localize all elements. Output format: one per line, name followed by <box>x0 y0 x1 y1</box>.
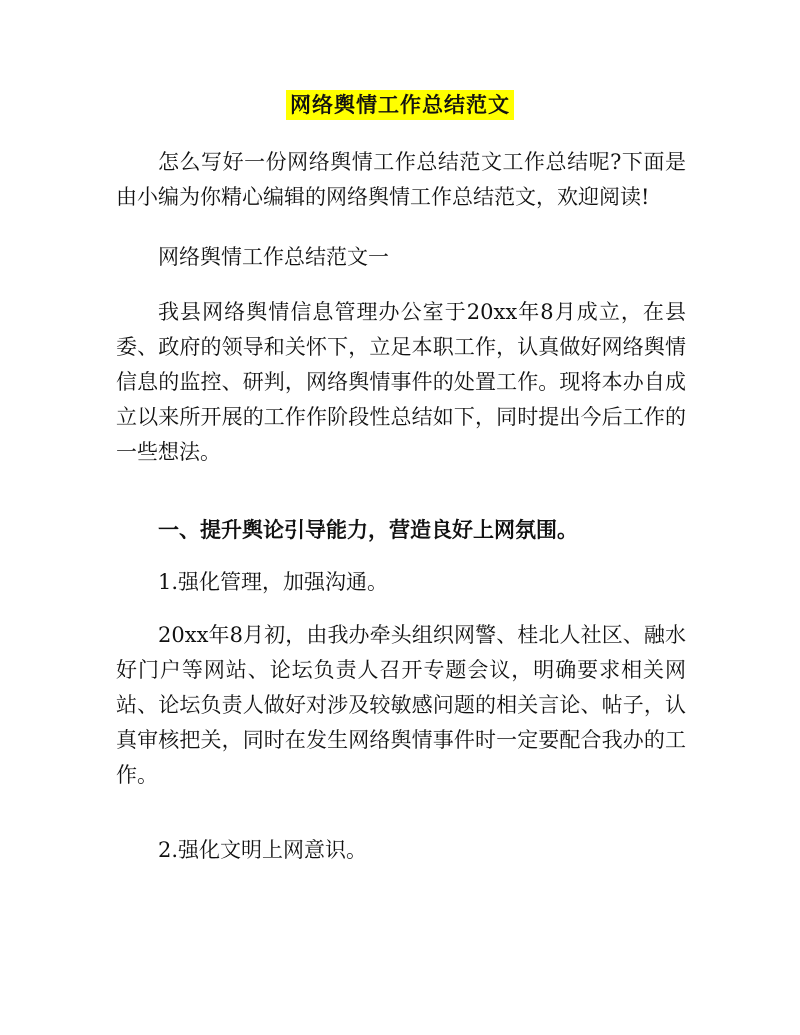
subheading-2: 2.强化文明上网意识。 <box>158 838 368 862</box>
document-title: 网络舆情工作总结范文 <box>286 90 514 120</box>
section-heading-1: 一、提升舆论引导能力，营造良好上网氛围。 <box>158 517 578 542</box>
subheading-1: 1.强化管理，加强沟通。 <box>158 570 389 594</box>
title-container <box>0 90 800 120</box>
body-paragraph-1: 我县网络舆情信息管理办公室于20xx年8月成立，在县委、政府的领导和关怀下，立足本职工作，认真做好网络舆情信息的监控、研判，网络舆情事件的处置工作。现将本办自成立以来所开展的工作作阶段性总结如下，同时提出今后工作的一些想法。 <box>116 300 686 464</box>
body-paragraph-2: 20xx年8月初，由我办牵头组织网警、桂北人社区、融水好门户等网站、论坛负责人召开专题会议，明确要求相关网站、论坛负责人做好对涉及较敏感问题的相关言论、帖子，认真审核把关，同时在发生网络舆情事件时一定要配合我办的工作。 <box>116 623 686 787</box>
section-heading-one: 网络舆情工作总结范文一 <box>158 245 389 269</box>
intro-paragraph: 怎么写好一份网络舆情工作总结范文工作总结呢?下面是由小编为你精心编辑的网络舆情工作总结范文，欢迎阅读! <box>116 150 686 209</box>
